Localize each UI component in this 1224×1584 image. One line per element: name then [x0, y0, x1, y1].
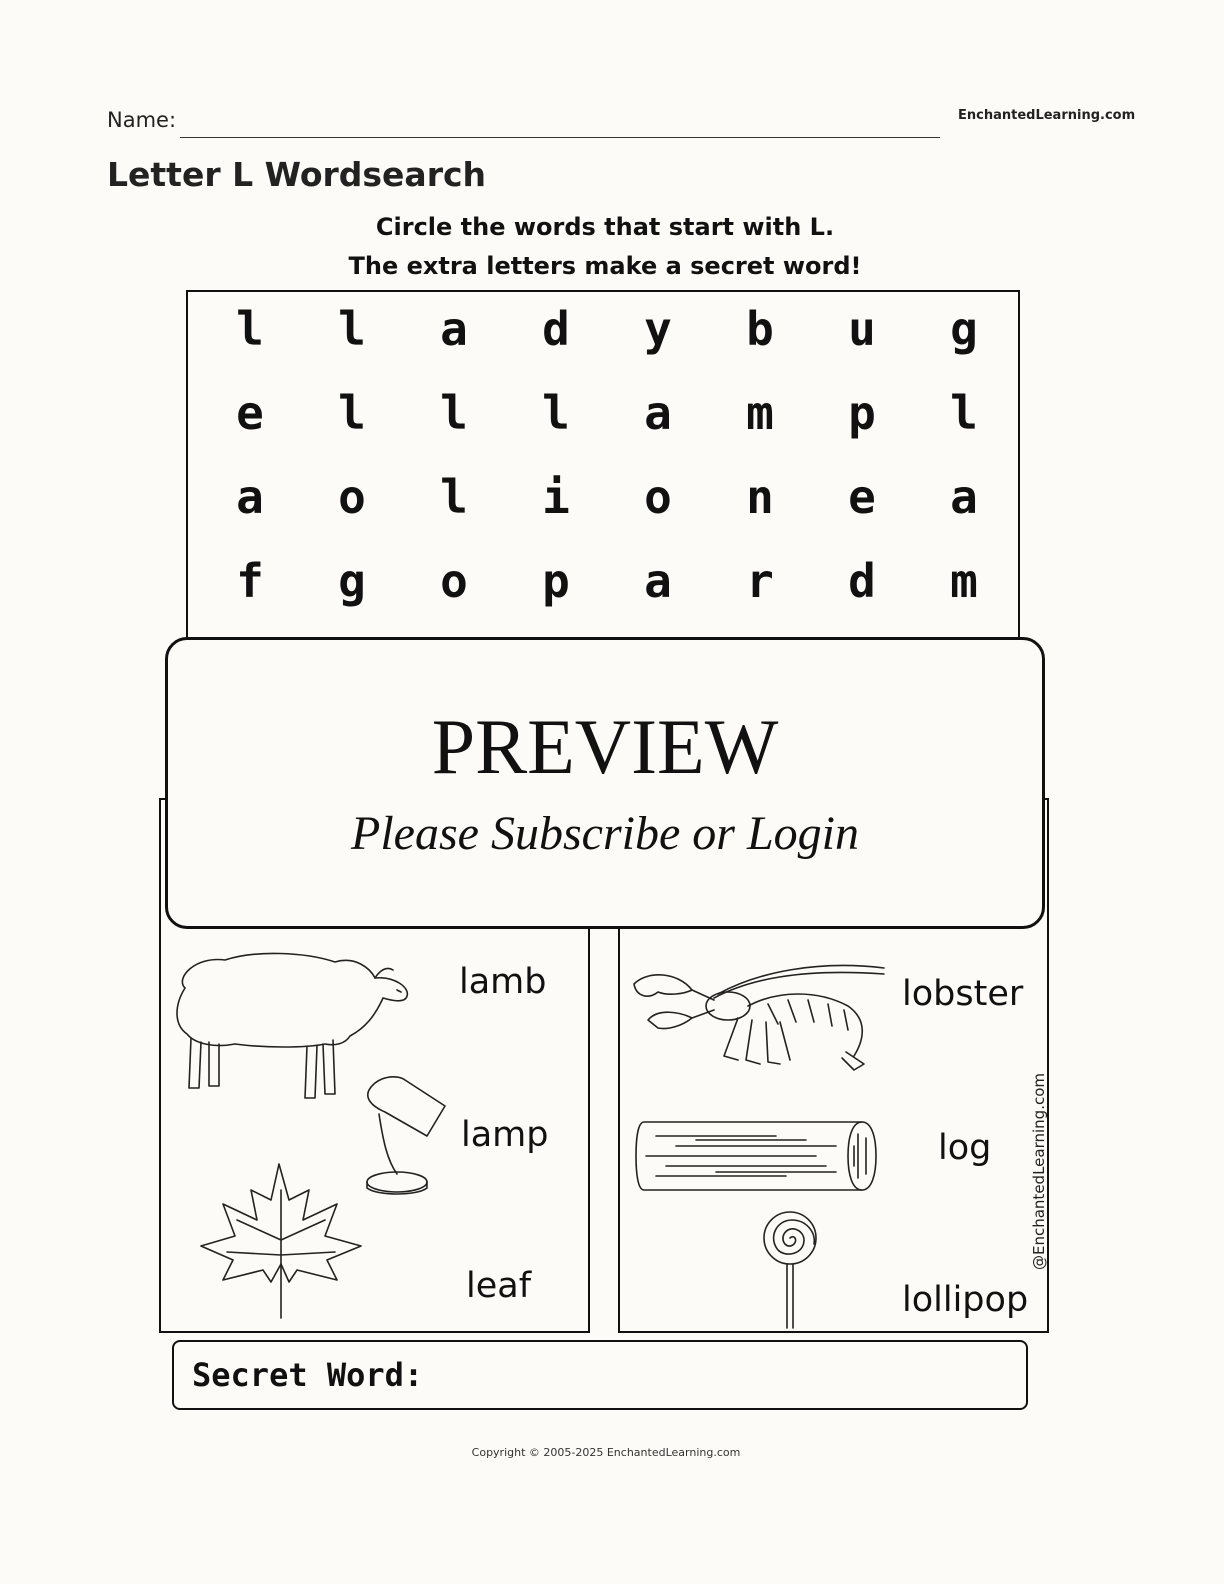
grid-letter[interactable]: l	[338, 386, 366, 440]
grid-letter[interactable]: l	[236, 302, 264, 356]
copyright: Copyright © 2005-2025 EnchantedLearning.com	[471, 1446, 741, 1459]
vertical-credit: @EnchantedLearning.com	[1030, 1073, 1048, 1270]
grid-letter[interactable]: l	[542, 386, 570, 440]
grid-letter[interactable]: y	[644, 302, 672, 356]
grid-letter[interactable]: r	[746, 554, 774, 608]
secret-word-box[interactable]	[172, 1340, 1028, 1410]
grid-letter[interactable]: o	[338, 470, 366, 524]
grid-letter[interactable]: a	[644, 386, 672, 440]
grid-letter[interactable]: d	[542, 302, 570, 356]
grid-letter[interactable]: p	[542, 554, 570, 608]
secret-word-label: Secret Word:	[192, 1356, 424, 1394]
word-lamb: lamb	[459, 962, 547, 1002]
subscribe-login-link[interactable]: Please Subscribe or Login	[351, 807, 859, 860]
grid-letter[interactable]: p	[848, 386, 876, 440]
name-label: Name:	[107, 108, 177, 132]
grid-letter[interactable]: g	[338, 554, 366, 608]
grid-letter[interactable]: n	[746, 470, 774, 524]
word-leaf: leaf	[466, 1266, 532, 1306]
grid-letter[interactable]: f	[236, 554, 264, 608]
grid-letter[interactable]: a	[644, 554, 672, 608]
grid-letter[interactable]: l	[440, 470, 468, 524]
grid-letter[interactable]: b	[746, 302, 774, 356]
grid-letter[interactable]: o	[440, 554, 468, 608]
lobster-icon	[628, 960, 888, 1090]
grid-letter[interactable]: i	[542, 470, 570, 524]
lamp-icon	[357, 1070, 457, 1200]
grid-letter[interactable]: o	[644, 470, 672, 524]
grid-letter[interactable]: u	[848, 302, 876, 356]
preview-title: PREVIEW	[431, 703, 779, 790]
word-lollipop: lollipop	[902, 1280, 1029, 1320]
grid-letter[interactable]: a	[440, 302, 468, 356]
grid-letter[interactable]: e	[236, 386, 264, 440]
page-title: Letter L Wordsearch	[107, 155, 487, 194]
instruction-line-1: Circle the words that start with L.	[375, 213, 835, 241]
name-write-line[interactable]	[180, 137, 940, 138]
word-lamp: lamp	[461, 1115, 549, 1155]
grid-letter[interactable]: l	[338, 302, 366, 356]
grid-letter[interactable]: l	[950, 386, 978, 440]
word-log: log	[938, 1128, 992, 1168]
log-icon	[636, 1116, 876, 1196]
maple-leaf-icon	[197, 1160, 367, 1320]
lollipop-icon	[760, 1210, 820, 1330]
grid-letter[interactable]: e	[848, 470, 876, 524]
grid-letter[interactable]: m	[746, 386, 774, 440]
grid-letter[interactable]: d	[848, 554, 876, 608]
preview-overlay[interactable]	[165, 637, 1045, 929]
word-lobster: lobster	[902, 974, 1024, 1014]
instruction-line-2: The extra letters make a secret word!	[348, 252, 862, 280]
site-brand: EnchantedLearning.com	[958, 108, 1136, 123]
grid-letter[interactable]: l	[440, 386, 468, 440]
grid-letter[interactable]: a	[236, 470, 264, 524]
grid-letter[interactable]: m	[950, 554, 978, 608]
grid-letter[interactable]: a	[950, 470, 978, 524]
grid-letter[interactable]: g	[950, 302, 978, 356]
